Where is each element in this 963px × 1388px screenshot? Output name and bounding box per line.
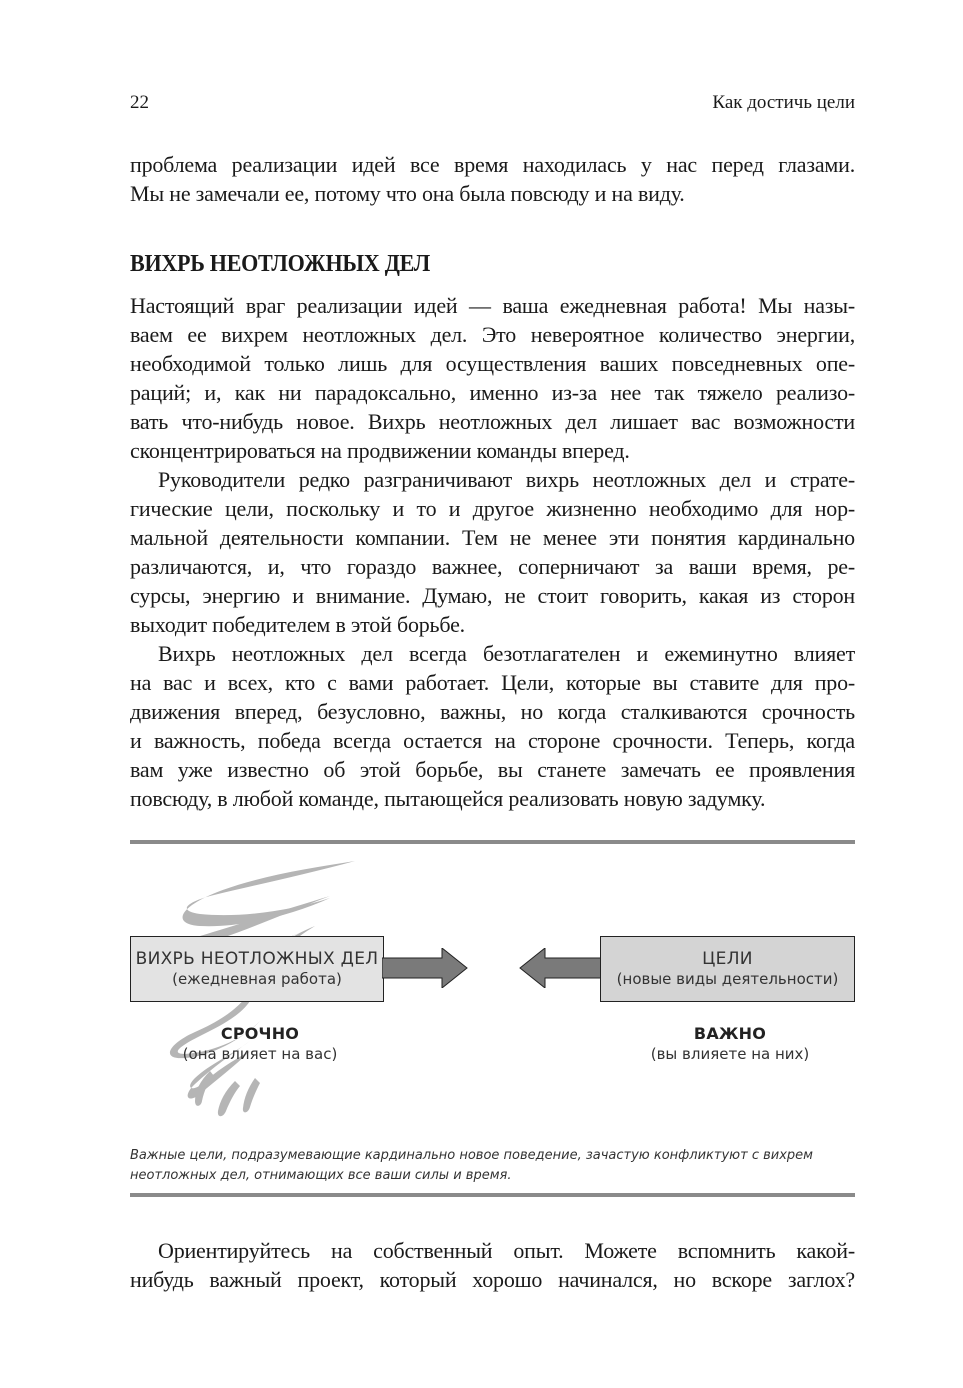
figure-diagram: [130, 846, 855, 1186]
intro-paragraph: [130, 150, 855, 208]
text-line: вам уже известно об этой борьбе, вы станете замечать ее проявления: [130, 757, 855, 782]
text-line: различаются, и, что гораздо важнее, соперничают за ваши время, ре-: [130, 554, 855, 579]
text-line: нибудь важный проект, который хорошо начинался, но вскоре заглох?: [130, 1267, 855, 1292]
text-line: необходимой только лишь для осуществления ваших повседневных опе-: [130, 351, 855, 376]
important-label: [620, 1024, 840, 1063]
text-line: движения вперед, безусловно, важны, но когда сталкиваются срочность: [130, 699, 855, 724]
text-line: проблема реализации идей все время находилась у нас перед глазами.: [130, 152, 855, 177]
section-body: [130, 291, 855, 813]
important-label-main: ВАЖНО: [693, 1024, 767, 1043]
book-title: Как достичь цели: [712, 92, 855, 113]
closing-paragraph: [130, 1236, 855, 1294]
text-line: мальной деятельности компании. Тем не менее эти понятия кардинально: [130, 525, 855, 550]
text-line: и важность, победа всегда остается на стороне срочности. Теперь, когда: [130, 728, 855, 753]
paragraph: [130, 291, 855, 465]
urgent-label-sub: (она влияет на вас): [182, 1045, 338, 1063]
text-line: Мы не замечали ее, потому что она была повсюду и на виду.: [130, 181, 685, 206]
text-line: ваем ее вихрем неотложных дел. Это невероятное количество энергии,: [130, 322, 855, 347]
whirlwind-box: [130, 936, 384, 1002]
section-heading: ВИХРЬ НЕОТЛОЖНЫХ ДЕЛ: [130, 251, 430, 277]
text-line: Вихрь неотложных дел всегда безотлагателен и ежеминутно влияет: [158, 641, 855, 666]
text-line: раций; и, как ни парадоксально, именно из-за нее так тяжело реализо-: [130, 380, 855, 405]
paragraph: [130, 465, 855, 639]
urgent-label: [150, 1024, 370, 1063]
caption-line: Важные цели, подразумевающие кардинально новое поведение, зачастую конфликтуют с вихрем: [130, 1148, 813, 1163]
text-line: Настоящий враг реализации идей — ваша ежедневная работа! Мы назы-: [130, 293, 855, 318]
text-line: сурсы, энергию и внимание. Думаю, не стоит говорить, какая из сторон: [130, 583, 855, 608]
goals-box-subtitle: (новые виды деятельности): [616, 970, 839, 988]
figure-bottom-rule: [130, 1193, 855, 1197]
page-number: 22: [130, 92, 149, 113]
arrow-right-icon: [382, 948, 472, 988]
text-line: повсюду, в любой команде, пытающейся реализовать новую задумку.: [130, 786, 766, 811]
goals-box: [600, 936, 855, 1002]
text-line: вать что-нибудь новое. Вихрь неотложных дел лишает вас возможности: [130, 409, 855, 434]
whirlwind-box-subtitle: (ежедневная работа): [172, 970, 342, 988]
figure-caption: [130, 1146, 855, 1186]
goals-box-title: ЦЕЛИ: [702, 949, 753, 969]
text-line: выходит победителем в этой борьбе.: [130, 612, 465, 637]
text-line: сконцентрироваться на продвижении команды вперед.: [130, 438, 630, 463]
figure-top-rule: [130, 840, 855, 844]
paragraph: [130, 639, 855, 813]
text-line: Руководители редко разграничивают вихрь неотложных дел и страте-: [158, 467, 855, 492]
urgent-label-main: СРОЧНО: [220, 1024, 300, 1043]
whirlwind-box-title: ВИХРЬ НЕОТЛОЖНЫХ ДЕЛ: [135, 949, 379, 969]
text-line: Ориентируйтесь на собственный опыт. Можете вспомнить какой-: [158, 1238, 855, 1263]
text-line: на вас и всех, кто с вами работает. Цели, которые вы ставите для про-: [130, 670, 855, 695]
caption-line: неотложных дел, отнимающих все ваши силы и время.: [130, 1168, 512, 1183]
running-head: [130, 92, 855, 120]
arrow-left-icon: [515, 948, 605, 988]
text-line: гические цели, поскольку и то и другое жизненно необходимо для нор-: [130, 496, 855, 521]
important-label-sub: (вы влияете на них): [650, 1045, 810, 1063]
